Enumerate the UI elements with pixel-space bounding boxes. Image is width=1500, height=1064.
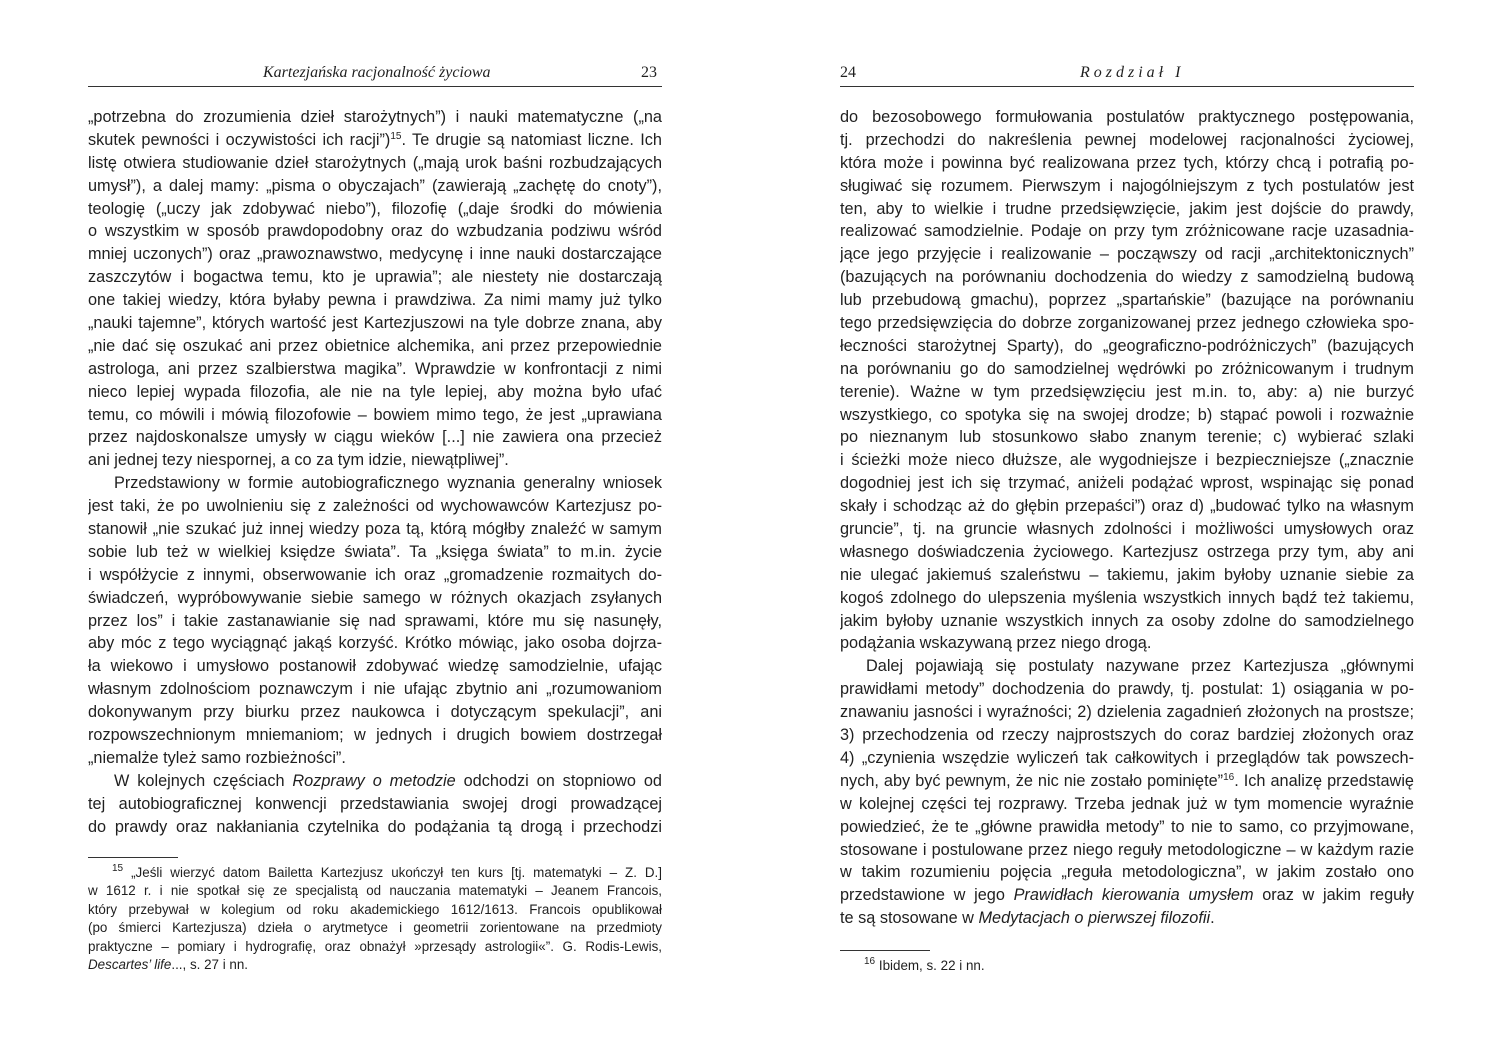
text-line: 3) przechodzenia od rzeczy najprostszych do coraz bardziej złożonych oraz <box>840 726 1414 745</box>
text-line: gruncie”, tj. na gruncie własnych zdolności i możliwości umysłowych oraz <box>840 520 1414 539</box>
text-line: własnym zdolnościom poznawczym i nie ufając zbytnio ani „rozumowaniom <box>88 680 662 699</box>
text-line: sługiwać się rozumem. Pierwszym i najogólniejszym z tych postulatów jest <box>840 176 1414 195</box>
text-line: stanowił „nie szukać już innej wiedzy poza tą, którą mógłby znaleźć w samym <box>88 520 662 539</box>
text-line: tej autobiograficznej konwencji przedstawiania swojej drogi prowadzącej <box>88 794 662 813</box>
text-line: przedstawione w jego Prawidłach kierowania umysłem oraz w jakim reguły <box>840 886 1414 905</box>
left-page-header <box>88 62 662 87</box>
text-line: aby móc z tego wyciągnąć jakąś korzyść. Krótko mówiąc, jako osoba dojrza- <box>88 634 662 653</box>
text-line: dogodniej jest ich się trzymać, aniżeli podążać wprost, wspinając się ponad <box>840 474 1414 493</box>
text-line: kogoś zdolnego do ulepszenia myślenia wszystkich innych bądź też takiemu, <box>840 588 1414 607</box>
text-line: „potrzebna do zrozumienia dzieł starożytnych”) i nauki matematyczne („na <box>88 108 662 126</box>
text-line: zaszczytów i bogactwa temu, kto je uprawia”; ale niestety nie dostarczają <box>88 268 662 287</box>
text-line: podążania wskazywaną przez niego drogą. <box>840 634 1152 653</box>
running-title: Rozdział I <box>1080 64 1185 81</box>
text-line: ła wiekowo i umysłowo postanowił zdobywać wiedzę samodzielnie, ufając <box>88 657 662 676</box>
book-title: Medytacjach o pierwszej filozofii <box>978 909 1211 928</box>
text-line: ani jednej tezy niespornej, a co za tym idzie, niewątpliwej”. <box>88 451 509 470</box>
text-line: skały i schodząc aż do głębin przepaści”) oraz d) „budować tylko na własnym <box>840 497 1414 516</box>
footnote-15 <box>88 864 662 974</box>
text-line: listę otwiera studiowanie dzieł starożytnych („mają urok baśni rozbudzających <box>88 153 662 172</box>
text-line: terenie). Ważne w tym przedsięwzięciu jest m.in. to, aby: a) nie burzyć <box>840 382 1414 401</box>
text-line: po nieznanym lub stosunkowo słabo znanym terenie; c) wybierać szlaki <box>840 428 1414 447</box>
text-line: nych, aby być pewnym, że nic nie zostało pominięte”$^{16}$. Ich analizę przedstawię <box>840 771 1414 790</box>
text-line: mniej uczonych”) oraz „prawoznawstwo, medycynę i inne nauki dostarczające <box>88 245 662 264</box>
text-line: tj. przechodzi do nakreślenia pewnej modelowej racjonalności życiowej, <box>840 130 1414 149</box>
page-number: 23 <box>641 64 657 81</box>
text-line: łeczności starożytnej Sparty), do „geograficzno-podróżniczych” (bazujących <box>840 336 1414 355</box>
right-page-header <box>840 62 1414 87</box>
footnote-ref: 16 <box>1223 771 1235 783</box>
text-line: przez najdoskonalsze umysły w ciągu wieków [...] nie zawiera ona przecież <box>88 428 662 447</box>
text-line: realizować samodzielnie. Podaje on przy tym zróżnicowane racje uzasadnia- <box>840 222 1414 241</box>
text-line: i ścieżki może nieco dłuższe, ale wygodniejsze i bezpieczniejsze („znacznie <box>840 451 1414 470</box>
text-line: skutek pewności i oczywistości ich racji”)$^{15}$. Te drugie są natomiast liczne. Ich <box>88 130 662 149</box>
footnote-line: $^{16}$ Ibidem, s. 22 i nn. <box>864 957 985 973</box>
text-line: przez los” i takie zastanawianie się nad sprawami, które mu się nasunęły, <box>88 611 662 630</box>
page-number: 24 <box>840 64 856 81</box>
text-line: prawidłami metody” dochodzenia do prawdy, tj. postulat: 1) osiągania w po- <box>840 680 1414 699</box>
footnote-line: w 1612 r. i nie spotkał się ze specjalistą od nauczania matematyki – Jeanem Francois, <box>88 883 662 899</box>
text-line: w takim rozumieniu pojęcia „reguła metodologiczna”, w jakim zostało ono <box>840 863 1414 882</box>
text-line: jące jego przyjęcie i realizowanie – począwszy od racji „architektonicznych” <box>840 245 1414 264</box>
text-line: świadczeń, wypróbowywanie siebie samego w różnych okazjach zsyłanych <box>88 588 662 607</box>
footnote-line: $^{15}$ „Jeśli wierzyć datom Bailetta Kartezjusz ukończył ten kurs [tj. matematyki – Z. D.] <box>112 864 662 880</box>
text-line: te są stosowane w Medytacjach o pierwszej filozofii. <box>840 909 1215 928</box>
footnote-ref: 15 <box>390 130 402 142</box>
book-title: Rozprawy o metodzie <box>292 771 456 790</box>
text-line: ten, aby to wielkie i trudne przedsięwzięcie, jakim jest dojście do prawdy, <box>840 199 1414 218</box>
text-line: tego przedsięwzięcia do dobrze zorganizowanej przez jednego człowieka spo- <box>840 314 1414 333</box>
text-line: one takiej wiedzy, która byłaby pewna i prawdziwa. Za nimi mamy już tylko <box>88 291 662 310</box>
text-line: jakim byłoby uznanie wszystkich innych za osoby zdolne do samodzielnego <box>840 611 1414 630</box>
text-line: w kolejnej części tej rozprawy. Trzeba jednak już w tym momencie wyraźnie <box>840 794 1414 813</box>
text-line: teologię („uczy jak zdobywać niebo”), filozofię („daje środki do mówienia <box>88 199 662 218</box>
text-line: jest taki, że po uwolnieniu się z zależności od wychowawców Kartezjusz po- <box>88 497 662 516</box>
footnote-number: 15 <box>112 864 124 874</box>
text-line: W kolejnych częściach Rozprawy o metodzie odchodzi on stopniowo od <box>114 771 662 790</box>
footnote-line: który przebywał w kolegium od roku akademickiego 1612/1613. Francois opublikował <box>88 901 662 917</box>
text-line: o wszystkim w sposób prawdopodobny oraz do wzbudzania podziwu wśród <box>88 222 662 241</box>
text-line: do prawdy oraz nakłaniania czytelnika do podążania tą drogą i przechodzi <box>88 817 662 836</box>
text-line: Dalej pojawiają się postulaty nazywane przez Kartezjusza „głównymi <box>866 657 1414 676</box>
text-line: 4) „czynienia wszędzie wyliczeń tak całkowitych i przeglądów tak powszech- <box>840 748 1414 767</box>
text-line: lub przebudową gmachu), poprzez „spartańskie” (bazujące na porównaniu <box>840 291 1414 310</box>
text-line: „niemalże tyleż samo rozbieżności”. <box>88 748 346 767</box>
text-line: rozpowszechnionym mniemaniom; w jednych i drugich bowiem dostrzegał <box>88 726 662 745</box>
text-line: stosowane i postulowane przez niego reguły metodologiczne – w każdym razie <box>840 840 1414 859</box>
text-line: (bazujących na porównaniu dochodzenia do wiedzy z samodzielną budową <box>840 268 1414 287</box>
text-line: na porównaniu go do samodzielnej wędrówki po zróżnicowanym i trudnym <box>840 359 1414 378</box>
footnote-line: (po śmierci Kartezjusza) dzieła o arytmetyce i geometrii zorientowane na przedmioty <box>88 920 662 936</box>
text-line: znawaniu jasności i wyraźności; 2) dzielenia zagadnień złożonych na prostsze; <box>840 703 1414 722</box>
text-line: która może i powinna być realizowana przez tych, którzy chcą i potrafią po- <box>840 153 1414 172</box>
text-line: dokonywanym przy biurku przez naukowca i dotyczącym spekulacji”, ani <box>88 703 662 722</box>
footnote-separator <box>88 857 178 858</box>
footnote-separator <box>840 950 930 951</box>
footnote-number: 16 <box>864 957 876 967</box>
footnote-line: praktyczne – pomiary i hydrografię, oraz obnażył »przesądy astrologii«”. G. Rodis-Lewis, <box>88 938 662 954</box>
right-page-body <box>840 106 1414 930</box>
text-line: sobie lub też w wielkiej księdze świata”. Ta „księga świata” to m.in. życie <box>88 542 662 561</box>
footnote-16 <box>840 957 1414 975</box>
text-line: temu, co mówili i mówią filozofowie – bowiem mimo tego, że jest „uprawiana <box>88 405 662 424</box>
footnote-line: Descartes’ life..., s. 27 i nn. <box>88 956 249 972</box>
text-line: astrologa, ani przez szalbierstwa magika”. Wprawdzie w konfrontacji z nimi <box>88 359 662 378</box>
text-line: Przedstawiony w formie autobiograficznego wyznania generalny wniosek <box>114 474 662 493</box>
text-line: i współżycie z innymi, obserwowanie ich oraz „gromadzenie rozmaitych do- <box>88 565 662 584</box>
text-line: „nauki tajemne”, których wartość jest Kartezjuszowi na tyle dobrze znana, aby <box>88 314 662 333</box>
text-line: umysł”), a dalej mamy: „pisma o obyczajach” (zawierają „zachętę do cnoty”), <box>88 176 662 195</box>
text-line: własnego doświadczenia życiowego. Kartezjusz ostrzega przy tym, aby ani <box>840 542 1414 561</box>
text-line: nieco lepiej wypada filozofia, ale nie na tyle lepiej, aby można było ufać <box>88 382 662 401</box>
book-title: Prawidłach kierowania umysłem <box>1013 886 1254 905</box>
text-line: powiedzieć, że te „główne prawidła metody” to nie to samo, co przyjmowane, <box>840 817 1414 836</box>
text-line: „nie dać się oszukać ani przez obietnice alchemika, ani przez przepowiednie <box>88 336 662 355</box>
text-line: nie ulegać jakiemuś szaleństwu – takiemu, jakim byłoby uznanie siebie za <box>840 565 1414 584</box>
left-page-body <box>88 106 662 839</box>
text-line: do bezosobowego formułowania postulatów praktycznego postępowania, <box>840 108 1414 126</box>
running-title: Kartezjańska racjonalność życiowa <box>263 64 491 81</box>
text-line: wszystkiego, co spotyka się na swojej drodze; b) stąpać powoli i rozważnie <box>840 405 1414 424</box>
